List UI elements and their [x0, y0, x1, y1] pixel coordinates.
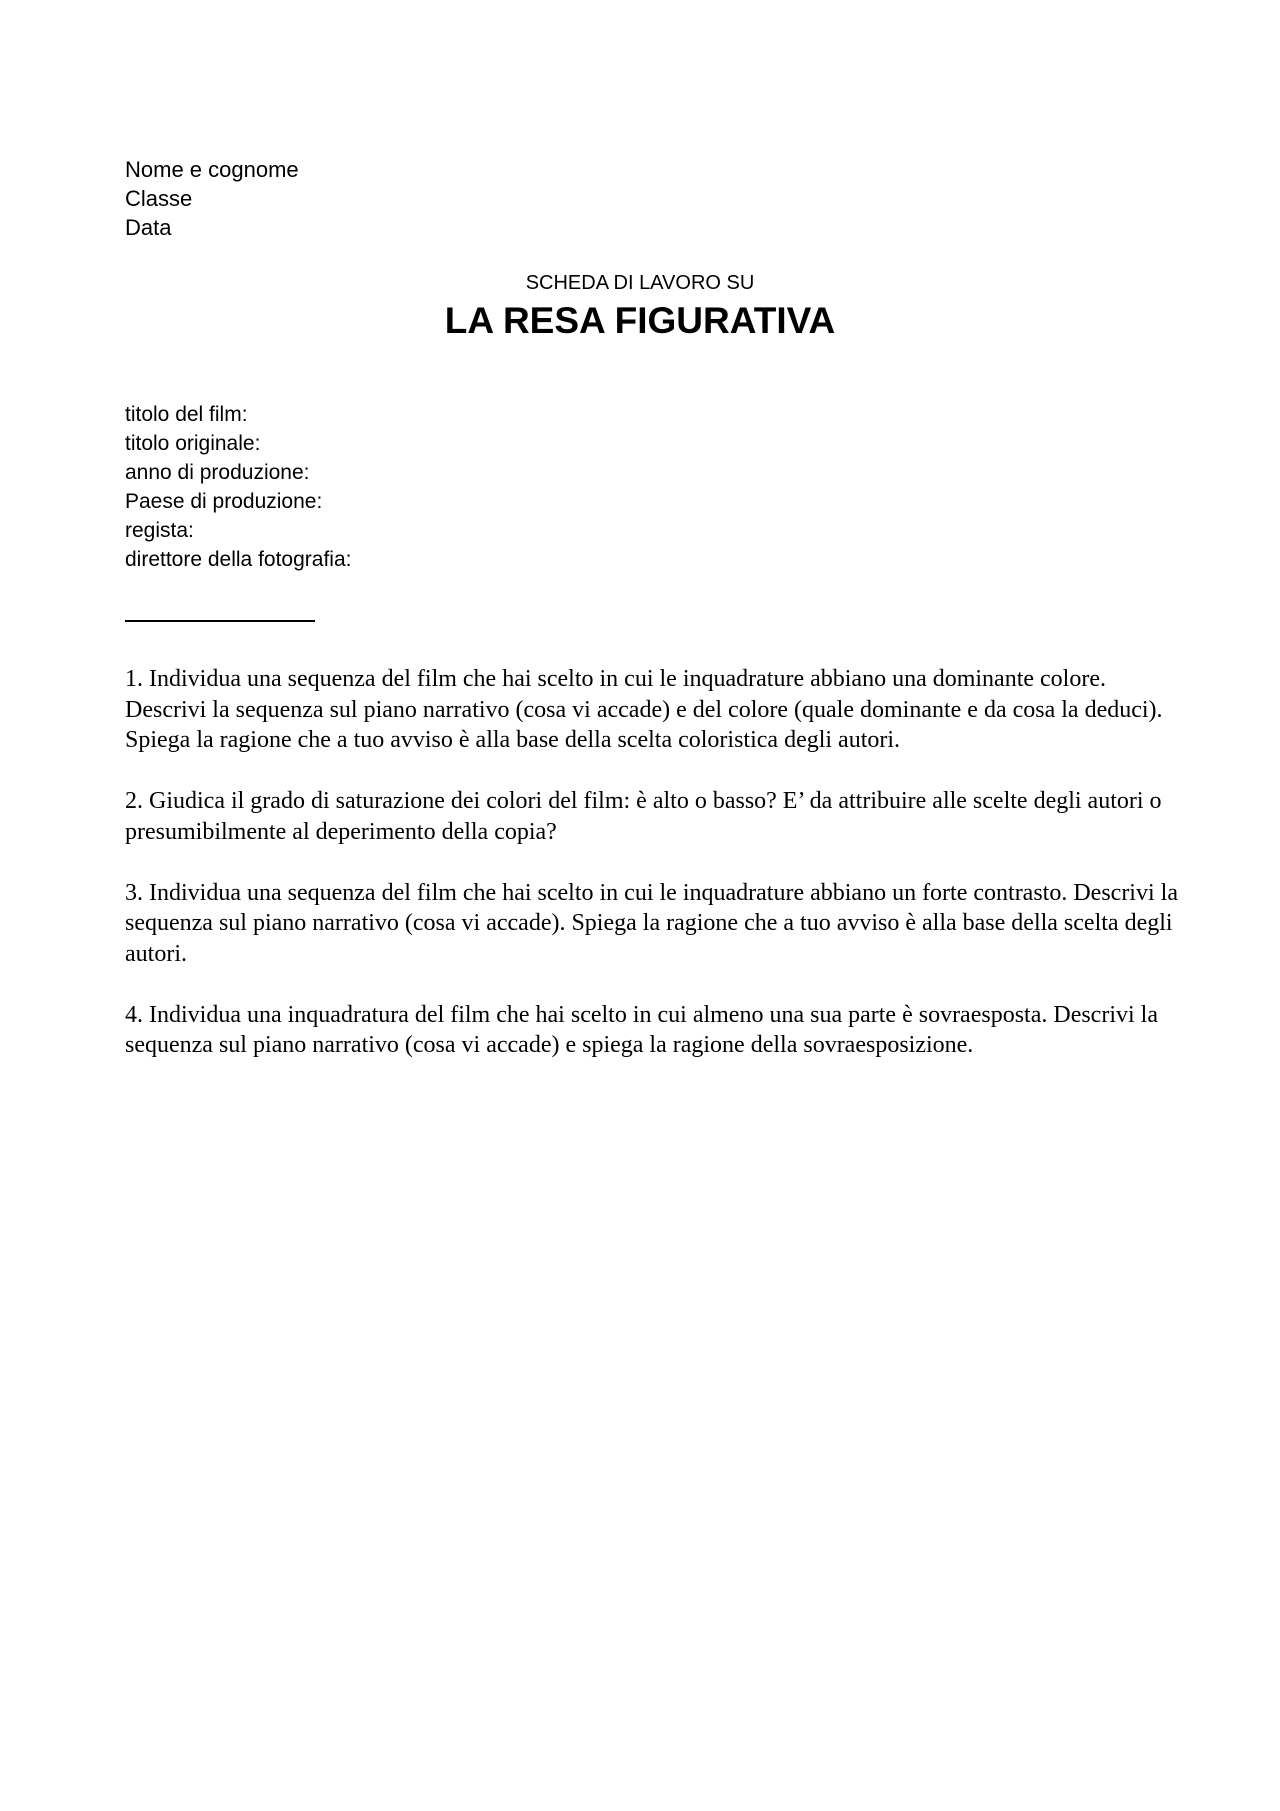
date-field-label: Data [125, 215, 172, 240]
film-info-block [125, 400, 351, 574]
production-country-label: Paese di produzione: [125, 490, 323, 513]
document-title: LA RESA FIGURATIVA [444, 300, 836, 341]
production-year-label: anno di produzione: [125, 461, 310, 484]
director-label: regista: [125, 519, 194, 542]
document-subtitle: SCHEDA DI LAVORO SU [525, 272, 755, 294]
film-title-label: titolo del film: [125, 403, 248, 426]
class-field-label: Classe [125, 186, 193, 211]
original-title-label: titolo originale: [125, 432, 261, 455]
question-2: 2. Giudica il grado di saturazione dei colori del film: è alto o basso? E’ da attribuire alle scelte degli autori o presumibilmente al deperimento della copia? [125, 788, 1162, 845]
question-3: 3. Individua una sequenza del film che hai scelto in cui le inquadrature abbiano un forte contrasto. Descrivi la sequenza sul piano narrativo (cosa vi accade). Spiega la ragione che a tuo avviso è alla base della scelta degli autori. [125, 879, 1178, 967]
question-1: 1. Individua una sequenza del film che hai scelto in cui le inquadrature abbiano una dominante colore. Descrivi la sequenza sul piano narrativo (cosa vi accade) e del colore (quale dominante e da cosa la deduci). Spiega la ragione che a tuo avviso è alla base della scelta coloristica degli autori. [125, 666, 1163, 753]
student-info-block [125, 155, 299, 242]
question-4: 4. Individua una inquadratura del film che hai scelto in cui almeno una sua parte è sovraesposta. Descrivi la sequenza sul piano narrativo (cosa vi accade) e spiega la ragione della sovraesposizione. [125, 1001, 1158, 1058]
questions-list [125, 664, 1185, 1091]
separator-line [125, 620, 315, 622]
name-field-label: Nome e cognome [125, 157, 299, 182]
cinematographer-label: direttore della fotografia: [125, 548, 352, 571]
